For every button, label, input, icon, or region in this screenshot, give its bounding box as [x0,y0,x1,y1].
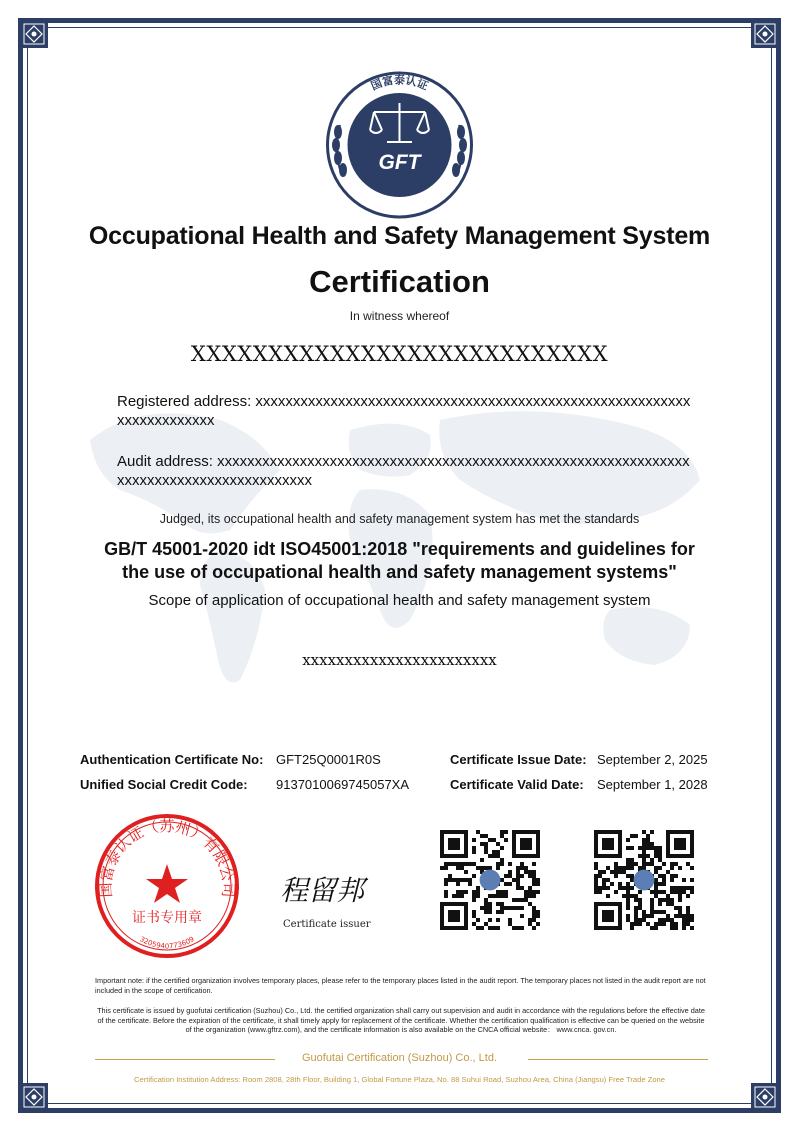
scope-value: xxxxxxxxxxxxxxxxxxxxxxx [302,651,497,669]
registered-address-value: xxxxxxxxxxxxxxxxxxxxxxxxxxxxxxxxxxxxxxxxxxxxxxxxxxxxxxxxxxxxxxxxxxxxxxx [117,393,691,429]
audit-address [117,452,697,490]
cert-no [80,752,263,767]
signature [280,862,390,912]
standard-text [0,538,799,584]
logo-abbr: GFT [378,151,421,174]
corner-ornament-icon [20,20,48,48]
scope-label: Scope of application of occupational health and safety management system [148,592,651,609]
corner-ornament-icon [20,1083,48,1111]
svg-text:3205940773609 [138,935,195,950]
certificate-title: Occupational Health and Safety Management System [88,222,711,250]
credit-code-value: 9137010069745057XA [276,777,410,792]
credit-code [80,777,248,792]
logo-arc-text: 国富泰认证 [369,73,430,93]
cert-no-label: Authentication Certificate No: [80,752,264,767]
qr-code-icon [440,830,540,930]
registered-address [117,392,697,430]
certificate-subtitle: Certification [309,264,490,299]
issue-date [450,752,587,767]
issue-date-label: Certificate Issue Date: [450,752,587,767]
registered-address-label: Registered address: [117,393,256,410]
judged-text: Judged, its occupational health and safety management system has met the standards [159,512,640,526]
cert-no-value: GFT25Q0001R0S [276,752,381,767]
seal-star-icon [146,864,188,903]
company-seal [93,812,241,960]
seal-outer-text: 国富泰认证（苏州）有限公司 [96,817,238,898]
standard-line-2: the use of occupational health and safety management systems" [122,562,677,582]
issue-date-value: September 2, 2025 [597,752,708,767]
corner-ornament-icon [751,20,779,48]
valid-date-value: September 1, 2028 [597,777,708,792]
corner-ornament-icon [751,1083,779,1111]
certificate-note: This certificate is issued by guofutai certification (Suzhou) Co., Ltd. the certified organization shall carry out supervision and audit in accordance with the regulations before the effective date of the certificate. Before the expiration of the certificate, it shall timely apply for replacement of the certificate. Whether the certification qualification is effective can be queried on the website of the organization (www.gftrz.com), and the certificate information is also available on the CNCA official website： www.cnca. gov.cn. [97,1006,705,1035]
credit-code-label: Unified Social Credit Code: [80,777,248,792]
witness-text: In witness whereof [349,309,450,323]
issuer-label: Certificate issuer [283,919,371,930]
audit-address-label: Audit address: [117,453,218,470]
signature-text: 程留邦 [280,874,365,907]
seal-number: 3205940773609 [138,935,196,951]
qr-code-icon [594,830,694,930]
standard-line-1: GB/T 45001-2020 idt ISO45001:2018 "requirements and guidelines for [104,539,695,559]
organization-name: XXXXXXXXXXXXXXXXXXXXXXXXXXX [190,342,609,366]
gft-logo [312,70,487,220]
seal-inner-text: 证书专用章 [132,910,202,926]
valid-date-label: Certificate Valid Date: [450,777,584,792]
audit-address-value: xxxxxxxxxxxxxxxxxxxxxxxxxxxxxxxxxxxxxxxxxxxxxxxxxxxxxxxxxxxxxxxxxxxxxxxxxxxxxxxxxxxxxxxxx [117,453,690,489]
important-note: Important note: if the certified organization involves temporary places, please refer to the temporary places listed in the audit report. The temporary places not listed in the audit report are not included in the scope of certification. [95,976,706,995]
institution-address: Certification Institution Address: Room 2808, 28th Floor, Building 1, Global Fortune Plaza, No. 88 Suhui Road, Suzhou Area, China (Jiangsu) Free Trade Zone [133,1075,666,1084]
valid-date [450,777,584,792]
company-name: Guofutai Certification (Suzhou) Co., Ltd. [301,1052,498,1064]
